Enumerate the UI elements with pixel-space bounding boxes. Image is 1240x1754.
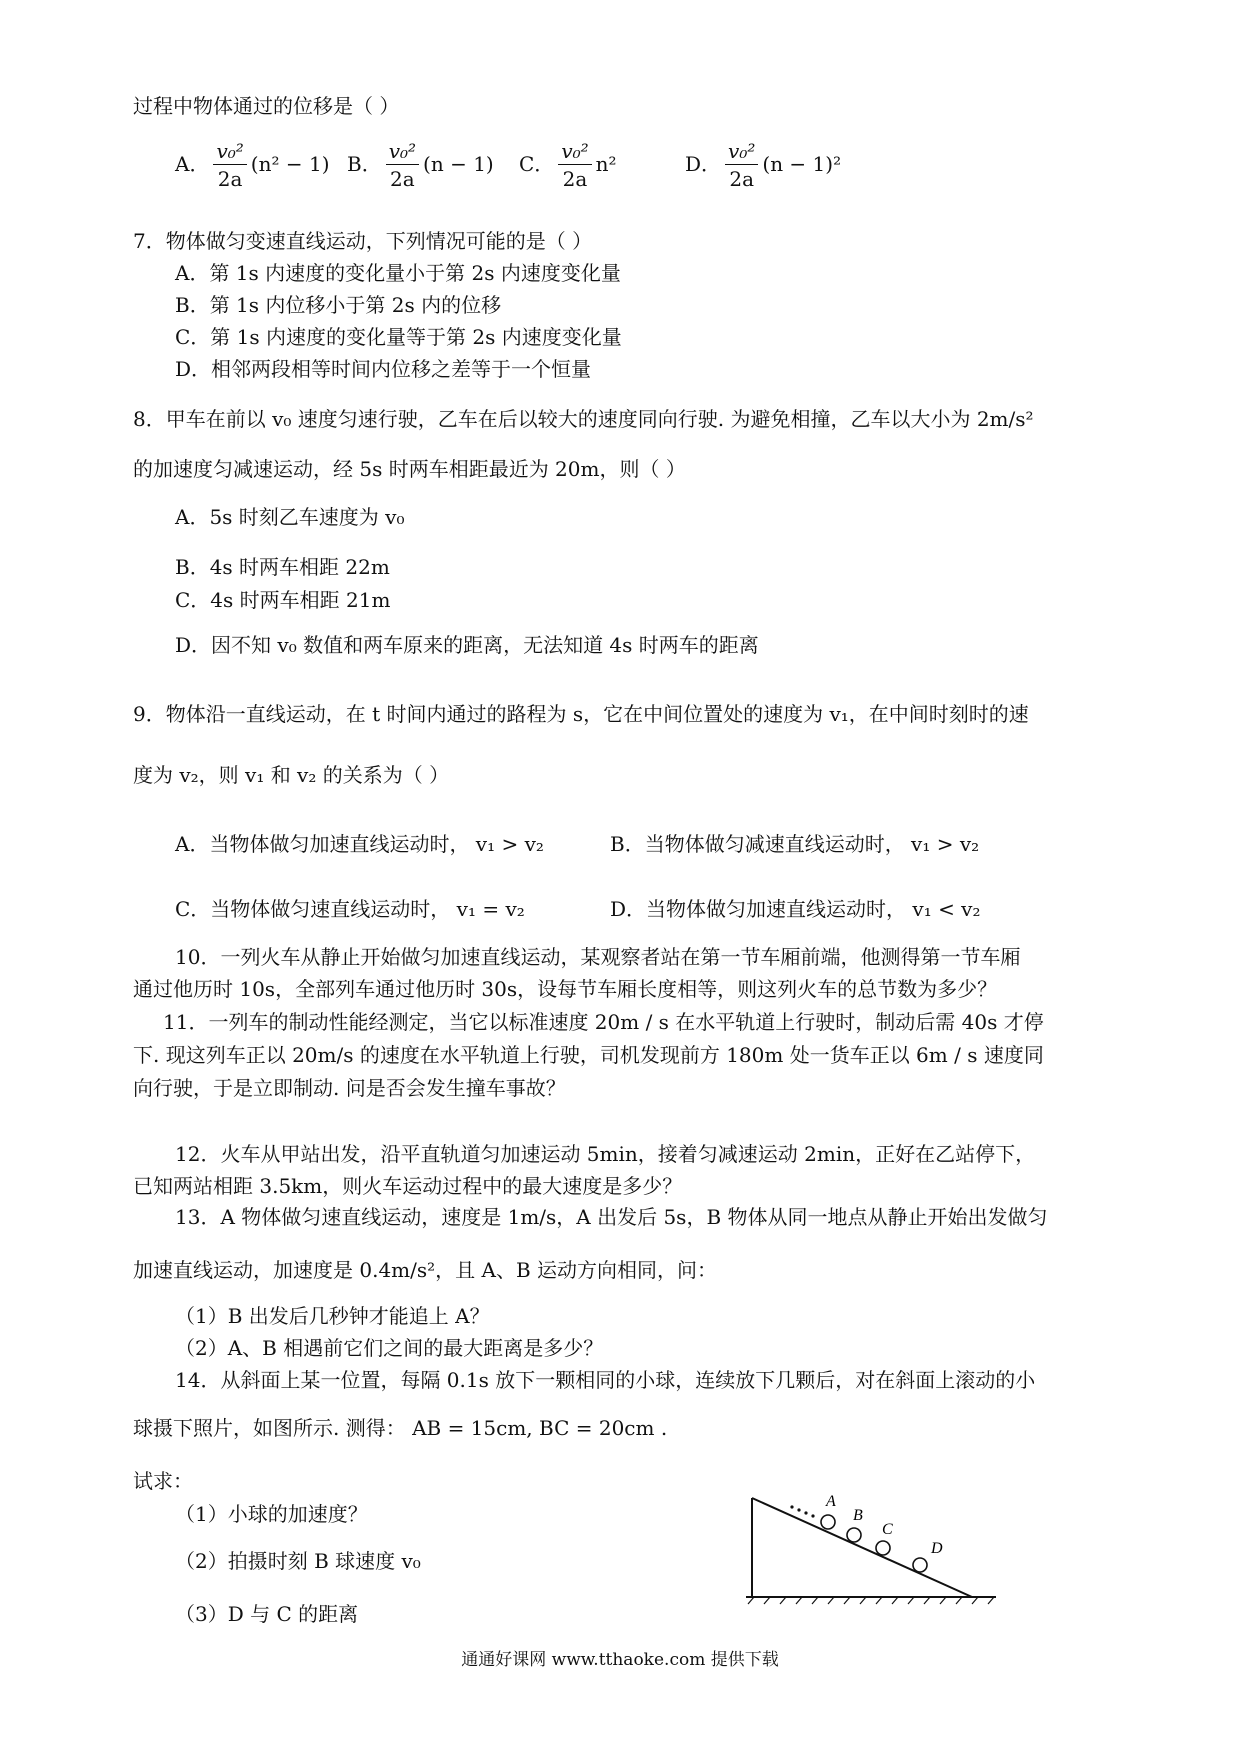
q10-line2: 通过他历时 10s，全部列车通过他历时 30s，设每节车厢长度相等，则这列火车的总节数为多少？ <box>133 977 998 1001</box>
q9-stem-line2: 度为 v₂，则 v₁ 和 v₂ 的关系为（ ） <box>133 763 450 787</box>
q6-option-c[interactable]: C． $\frac{\text{v₀²}}{2a}$ n² <box>519 139 617 191</box>
q10-line1: 10．一列火车从静止开始做匀加速直线运动，某观察者站在第一节车厢前端，他测得第一节车厢 <box>175 945 1021 969</box>
ball-b <box>847 1528 861 1542</box>
q8-stem-line1: 8．甲车在前以 v₀ 速度匀速行驶，乙车在后以较大的速度同向行驶. 为避免相撞，乙车以大小为 2m/s² <box>133 407 1034 431</box>
q8-stem-line2: 的加速度匀减速运动，经 5s 时两车相距最近为 20m，则（ ） <box>133 457 686 481</box>
incline-diagram <box>740 1490 1010 1615</box>
q9-option-d[interactable]: D．当物体做匀加速直线运动时， v₁ < v₂ <box>610 897 981 921</box>
q9-stem-line1: 9．物体沿一直线运动，在 t 时间内通过的路程为 s，它在中间位置处的速度为 v₁，在中间时刻时的速 <box>133 702 1029 726</box>
ground-hatching <box>748 1597 994 1604</box>
q14-sub2: （2）拍摄时刻 B 球速度 v₀ <box>175 1549 421 1573</box>
q7-option-d[interactable]: D．相邻两段相等时间内位移之差等于一个恒量 <box>175 357 592 381</box>
q6-option-d[interactable]: D． $\frac{\text{v₀²}}{2a}$ (n − 1)² <box>685 139 842 191</box>
q14-line3: 试求： <box>133 1469 193 1493</box>
q8-option-d[interactable]: D．因不知 v₀ 数值和两车原来的距离，无法知道 4s 时两车的距离 <box>175 633 759 657</box>
q9-option-a[interactable]: A．当物体做匀加速直线运动时， v₁ > v₂ <box>175 832 544 856</box>
q9-option-c[interactable]: C．当物体做匀速直线运动时， v₁ = v₂ <box>175 897 525 921</box>
q7-stem: 7．物体做匀变速直线运动，下列情况可能的是（ ） <box>133 229 593 253</box>
q12-line1: 12．火车从甲站出发，沿平直轨道匀加速运动 5min，接着匀减速运动 2min，正好在乙站停下， <box>175 1142 1036 1166</box>
q8-option-c[interactable]: C．4s 时两车相距 21m <box>175 588 391 612</box>
q11-line3: 向行驶，于是立即制动. 问是否会发生撞车事故？ <box>133 1076 566 1100</box>
q7-option-b[interactable]: B．第 1s 内位移小于第 2s 内的位移 <box>175 293 502 317</box>
page-footer: 通通好课网 www.tthaoke.com 提供下载 <box>461 1650 779 1670</box>
ball-a <box>821 1515 835 1529</box>
q9-option-b[interactable]: B．当物体做匀减速直线运动时， v₁ > v₂ <box>610 832 980 856</box>
q13-line1: 13．A 物体做匀速直线运动，速度是 1m/s，A 出发后 5s，B 物体从同一地点从静止开始出发做匀 <box>175 1205 1048 1229</box>
label-c: C <box>882 1521 893 1538</box>
q8-option-a[interactable]: A．5s 时刻乙车速度为 v₀ <box>175 505 405 529</box>
q6-stem: 过程中物体通过的位移是（ ） <box>133 94 400 118</box>
q7-option-c[interactable]: C．第 1s 内速度的变化量等于第 2s 内速度变化量 <box>175 325 622 349</box>
q13-sub1: （1）B 出发后几秒钟才能追上 A？ <box>175 1304 490 1328</box>
q13-sub2: （2）A、B 相遇前它们之间的最大距离是多少？ <box>175 1336 604 1360</box>
q7-option-a[interactable]: A．第 1s 内速度的变化量小于第 2s 内速度变化量 <box>175 261 621 285</box>
label-d: D <box>931 1540 943 1557</box>
q14-sub1: （1）小球的加速度？ <box>175 1502 368 1526</box>
q14-sub3: （3）D 与 C 的距离 <box>175 1602 359 1626</box>
ball-d <box>913 1558 927 1572</box>
q14-line1: 14．从斜面上某一位置，每隔 0.1s 放下一颗相同的小球，连续放下几颗后，对在斜面上滚动的小 <box>175 1368 1036 1392</box>
label-b: B <box>853 1507 863 1524</box>
q6-option-a[interactable]: A． $\frac{\text{v₀²}}{2a}$ (n² − 1) <box>175 139 330 191</box>
release-dots <box>790 1505 814 1517</box>
q11-line2: 下. 现这列车正以 20m/s 的速度在水平轨道上行驶，司机发现前方 180m 处一货车正以 6m / s 速度同 <box>133 1043 1044 1067</box>
q11-line1: 11．一列车的制动性能经测定，当它以标准速度 20m / s 在水平轨道上行驶时，制动后需 40s 才停 <box>163 1010 1044 1034</box>
q14-line2: 球摄下照片，如图所示. 测得： AB = 15cm, BC = 20cm . <box>133 1416 668 1440</box>
q12-line2: 已知两站相距 3.5km，则火车运动过程中的最大速度是多少？ <box>133 1174 683 1198</box>
label-a: A <box>826 1493 836 1510</box>
q13-line2: 加速直线运动，加速度是 0.4m/s²，且 A、B 运动方向相同，问： <box>133 1258 718 1282</box>
ball-c <box>876 1541 890 1555</box>
q6-option-b[interactable]: B． $\frac{\text{v₀²}}{2a}$ (n − 1) <box>347 139 494 191</box>
q8-option-b[interactable]: B．4s 时两车相距 22m <box>175 555 390 579</box>
